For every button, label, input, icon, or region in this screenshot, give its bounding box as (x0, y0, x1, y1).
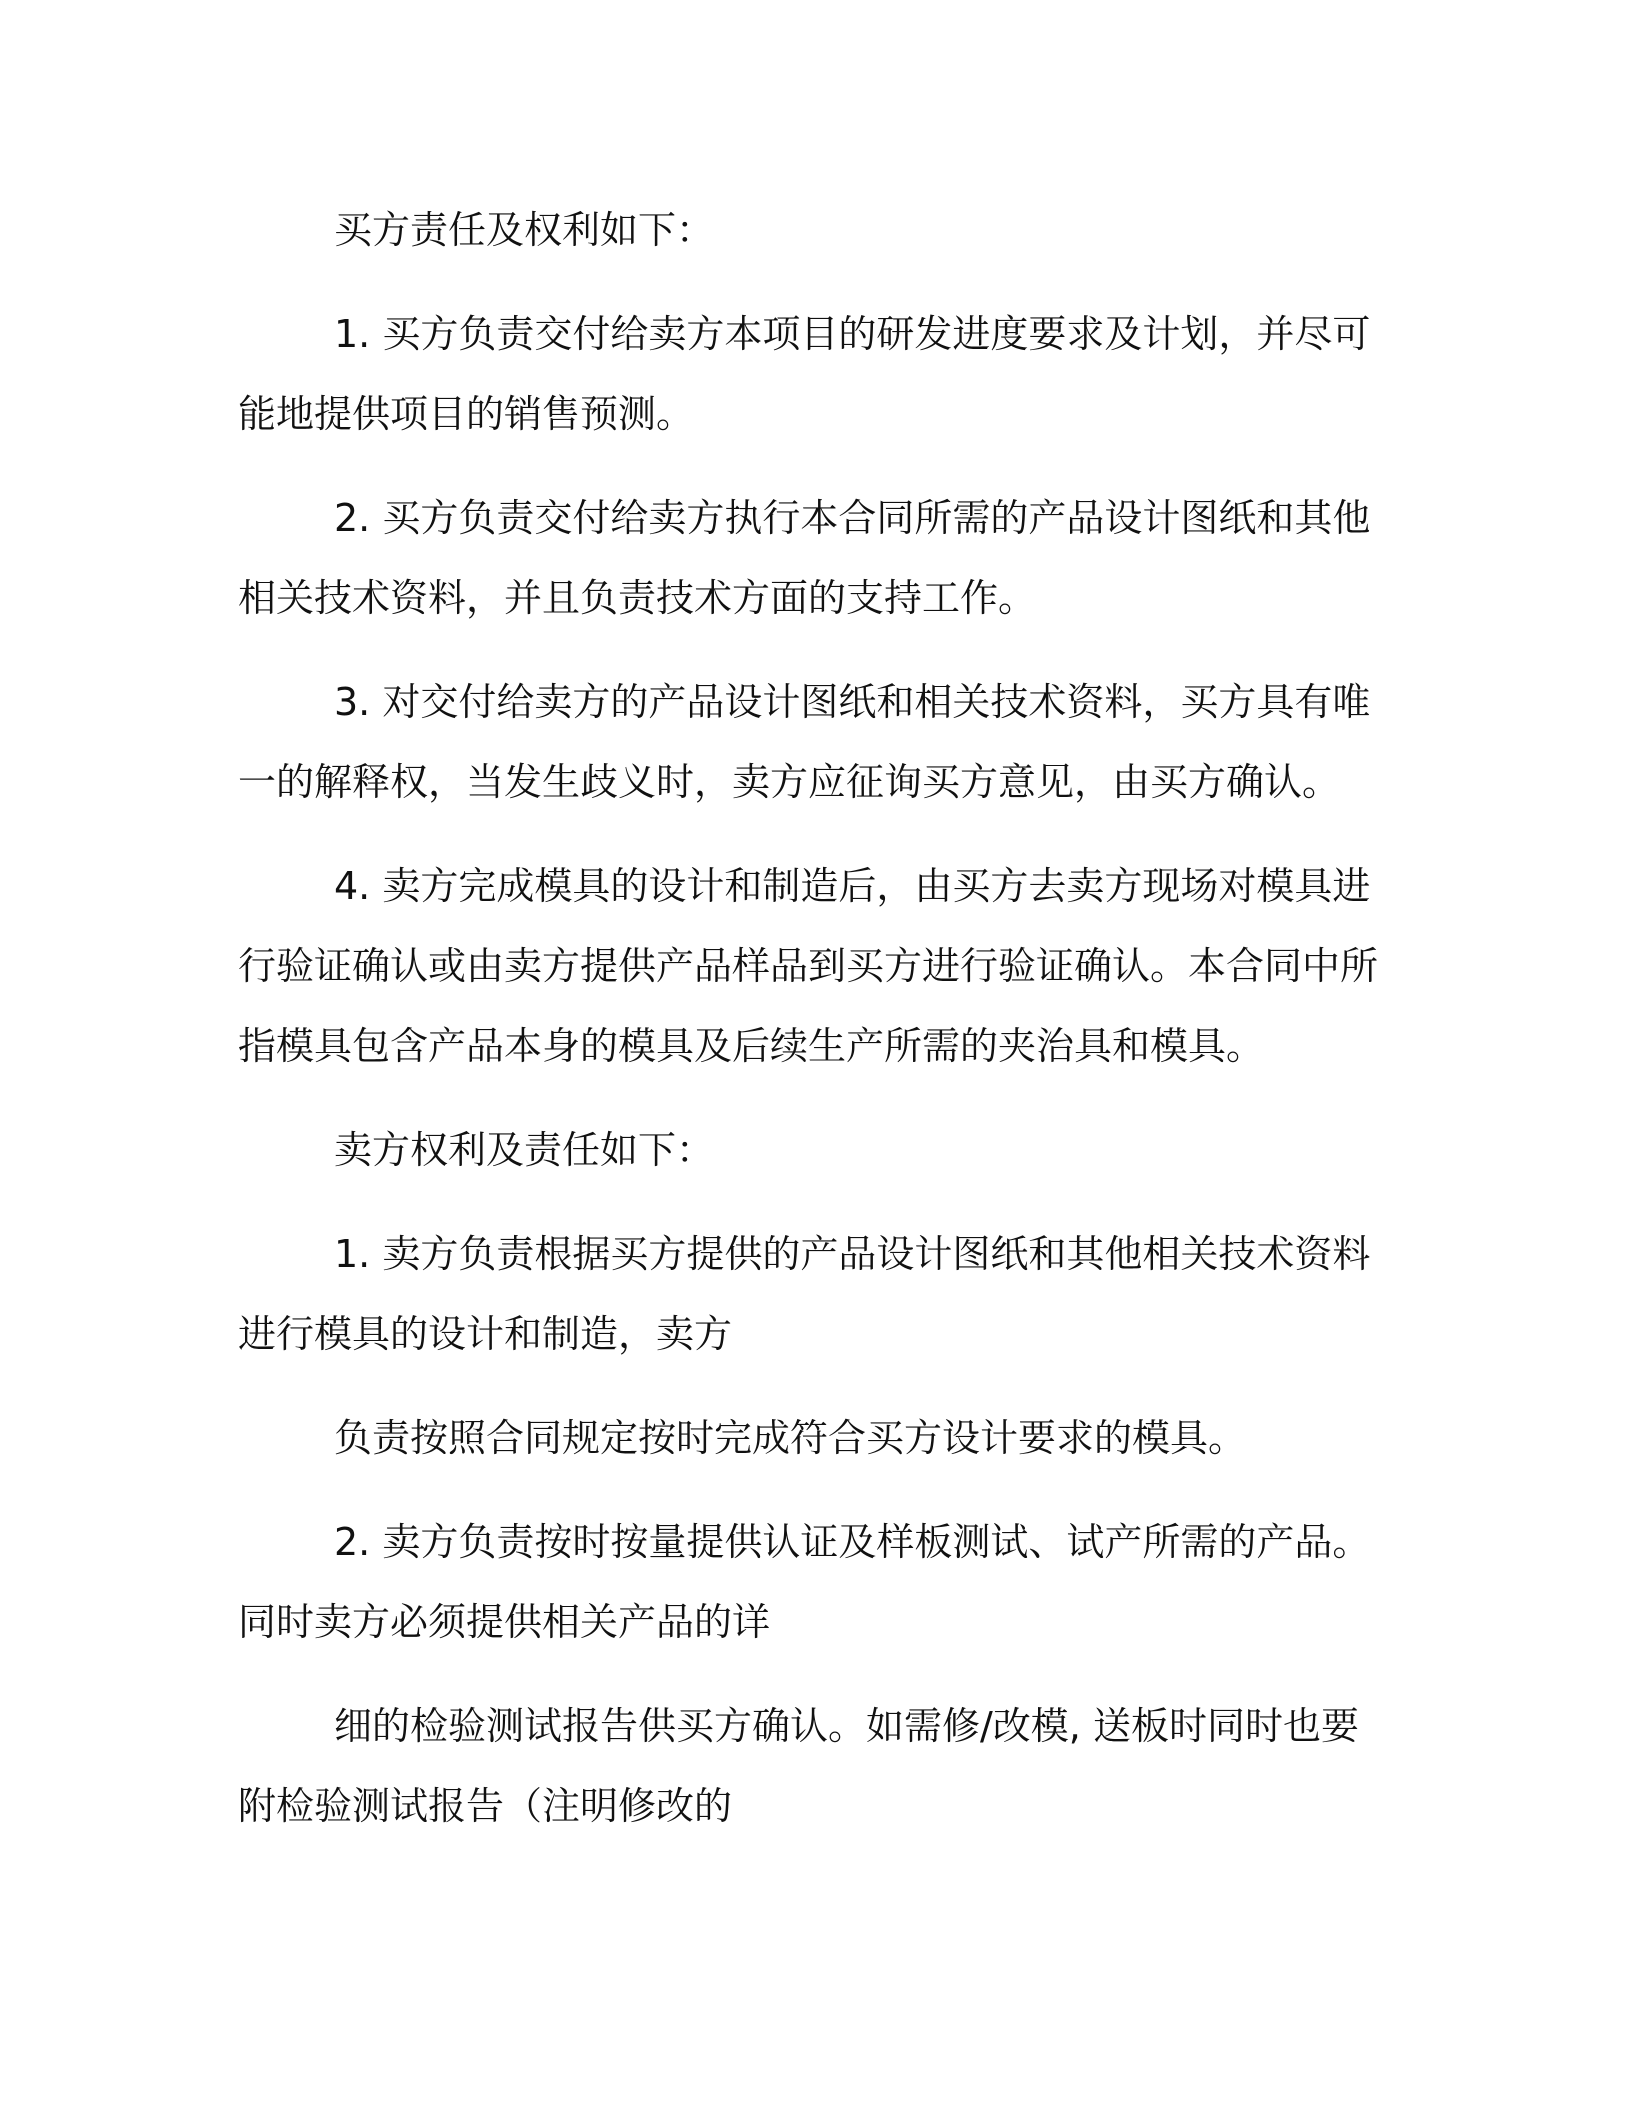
buyer-clause-2: 2. 买方负责交付给卖方执行本合同所需的产品设计图纸和其他相关技术资料，并且负责技术方面的支持工作。 (238, 496, 1371, 620)
buyer-heading: 买方责任及权利如下： (334, 208, 715, 252)
seller-clause-1-continued: 负责按照合同规定按时完成符合买方设计要求的模具。 (334, 1416, 1247, 1460)
buyer-clause-4: 4. 卖方完成模具的设计和制造后，由买方去卖方现场对模具进行验证确认或由卖方提供产品样品到买方进行验证确认。本合同中所指模具包含产品本身的模具及后续生产所需的夹治具和模具。 (238, 864, 1379, 1068)
seller-clause-1: 1. 卖方负责根据买方提供的产品设计图纸和其他相关技术资料进行模具的设计和制造，卖方 (238, 1232, 1371, 1356)
document-body (238, 190, 1388, 1870)
buyer-clause-1: 1. 买方负责交付给卖方本项目的研发进度要求及计划，并尽可能地提供项目的销售预测。 (238, 312, 1371, 436)
buyer-clause-3: 3. 对交付给卖方的产品设计图纸和相关技术资料，买方具有唯一的解释权，当发生歧义时，卖方应征询买方意见，由买方确认。 (238, 680, 1371, 804)
seller-clause-2-continued: 细的检验测试报告供买方确认。如需修/改模, 送板时同时也要附检验测试报告（注明修改的 (238, 1704, 1359, 1828)
seller-heading: 卖方权利及责任如下： (334, 1128, 715, 1172)
seller-clause-2: 2. 卖方负责按时按量提供认证及样板测试、试产所需的产品。同时卖方必须提供相关产品的详 (238, 1520, 1371, 1644)
